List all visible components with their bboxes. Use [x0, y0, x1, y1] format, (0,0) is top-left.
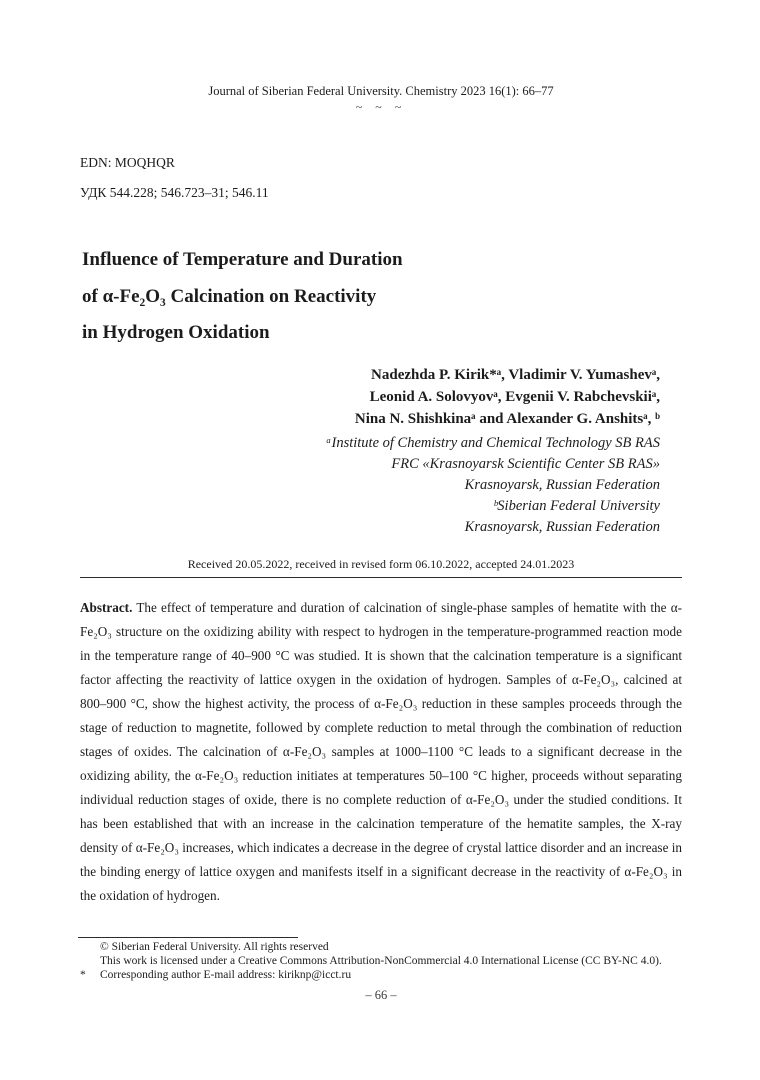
abstract-divider — [80, 577, 682, 578]
license-notice: This work is licensed under a Creative Commons Attribution-NonCommercial 4.0 International License (CC BY-NC 4.0). — [100, 955, 662, 967]
article-title-line-1: Influence of Temperature and Duration — [82, 249, 403, 270]
authors-line-1: Nadezhda P. Kirik*ᵃ, Vladimir V. Yumashevᵃ, — [371, 367, 660, 383]
abstract-paragraph — [80, 596, 682, 908]
affiliation-line-5: Krasnoyarsk, Russian Federation — [464, 519, 660, 535]
edn-code: EDN: MOQHQR — [80, 155, 175, 170]
authors-block — [355, 364, 660, 430]
journal-header: Journal of Siberian Federal University. Chemistry 2023 16(1): 66–77 — [208, 84, 554, 98]
affiliation-line-3: Krasnoyarsk, Russian Federation — [464, 477, 660, 493]
article-title — [82, 242, 682, 352]
corresponding-author-asterisk: * — [80, 969, 86, 981]
corresponding-author-email: Corresponding author E-mail address: kiriknp@icct.ru — [100, 969, 352, 981]
affiliation-line-2: FRC «Krasnoyarsk Scientific Center SB RAS» — [391, 456, 660, 472]
received-dates: Received 20.05.2022, received in revised form 06.10.2022, accepted 24.01.2023 — [187, 557, 575, 571]
udk-code: УДК 544.228; 546.723–31; 546.11 — [80, 185, 269, 200]
tilde-separator: ~ ~ ~ — [355, 100, 407, 114]
page-number: – 66 – — [365, 988, 397, 1002]
abstract-label: Abstract. — [80, 600, 133, 616]
article-title-line-2: of α-Fe₂O₃ Calcination on Reactivity — [82, 285, 377, 307]
article-title-line-3: in Hydrogen Oxidation — [82, 322, 270, 343]
affiliation-line-1: ᵃInstitute of Chemistry and Chemical Technology SB RAS — [325, 435, 660, 451]
footnote-divider — [78, 937, 298, 938]
authors-line-2: Leonid A. Solovyovᵃ, Evgenii V. Rabchevskiiᵃ, — [369, 389, 660, 405]
affiliations-block — [326, 433, 660, 538]
authors-line-3: Nina N. Shishkinaᵃ and Alexander G. Anshitsᵃ, ᵇ — [354, 411, 660, 427]
copyright-notice: © Siberian Federal University. All rights reserved — [100, 941, 329, 953]
abstract-text: The effect of temperature and duration of calcination of single-phase samples of hematite with the α-Fe₂O₃ structure on the oxidizing ability with respect to hydrogen in the temperature-programmed reaction mode in the temperature range of 40–900 °C was studied. It is shown that the calcination temperature is a significant factor affecting the reactivity of lattice oxygen in the oxidation of hydrogen. Samples of α-Fe₂O₃, calcined at 800–900 °C, show the highest activity, the process of α-Fe₂O₃ reduction in these samples proceeds through the stage of reduction to magnetite, followed by complete reduction to metal through the combination of reduction stages of oxides. The calcination of α-Fe₂O₃ samples at 1000–1100 °C leads to a significant decrease in the oxidizing ability, the α-Fe₂O₃ reduction initiates at temperatures 50–100 °C higher, proceeds without separating individual reduction stages of oxide, there is no complete reduction of α-Fe₂O₃ under the studied conditions. It has been established that with an increase in the calcination temperature of the hematite samples, the X-ray density of α-Fe₂O₃ increases, which indicates a decrease in the degree of crystal lattice disorder and an increase in the binding energy of lattice oxygen and manifests itself in a significant decrease in the reactivity of α-Fe₂O₃ in the oxidation of hydrogen. — [80, 600, 682, 904]
affiliation-line-4: ᵇSiberian Federal University — [493, 498, 660, 514]
